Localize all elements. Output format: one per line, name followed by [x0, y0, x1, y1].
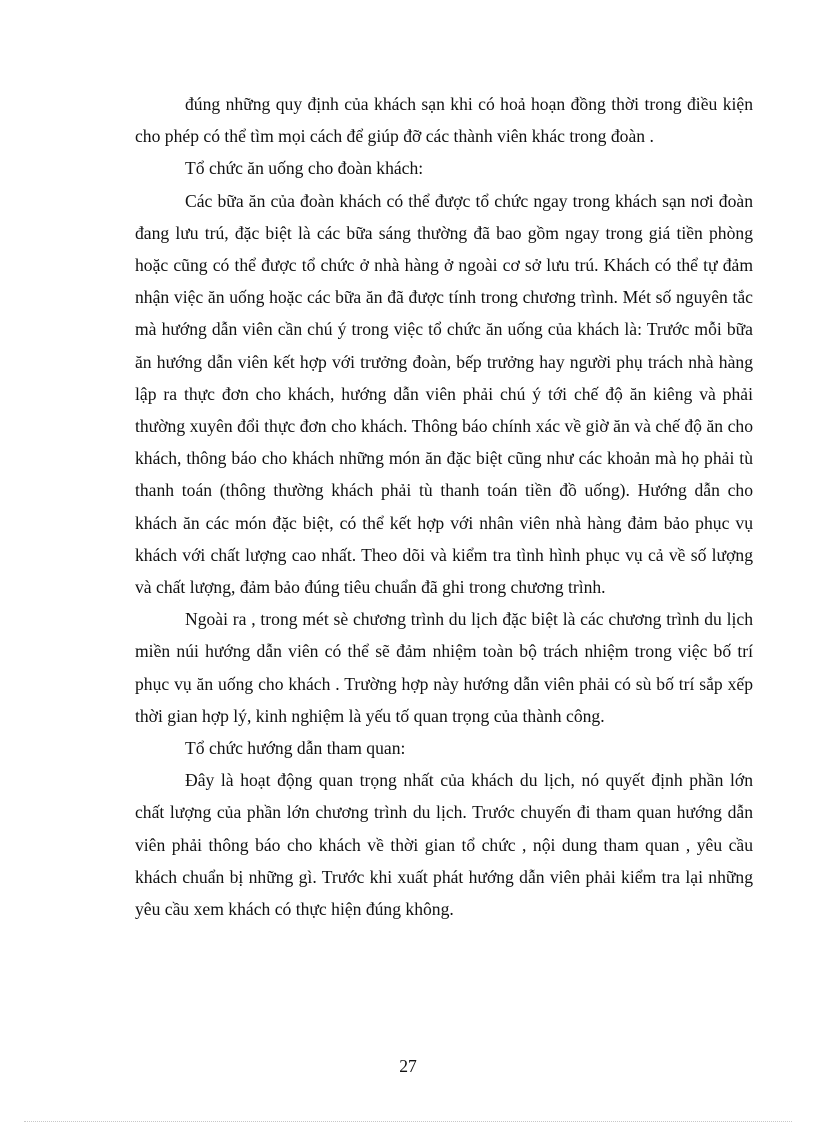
paragraph-sightseeing-details: Đây là hoạt động quan trọng nhất của khách du lịch, nó quyết định phần lớn chất lượng của phần lớn chương trình du lịch. Trước chuyến đi tham quan hướng dẫn viên phải thông báo cho khách về thời gian tổ chức , nội dung tham quan , yêu cầu khách chuẩn bị những gì. Trước khi xuất phát hướng dẫn viên phải kiểm tra lại những yêu cầu xem khách có thực hiện đúng không.: [135, 770, 753, 920]
paragraph-meal-details: Các bữa ăn của đoàn khách có thể được tổ chức ngay trong khách sạn nơi đoàn đang lưu trú, đặc biệt là các bữa sáng thường đã bao gồm ngay trong giá tiền phòng hoặc cũng có thể được tổ chức ở nhà hàng ở ngoài cơ sở lưu trú. Khách có thể tự đảm nhận việc ăn uống hoặc các bữa ăn đã được tính trong chương trình. Mét số nguyên tắc mà hướng dẫn viên cần chú ý trong việc tổ chức ăn uống của khách là: Trước mỗi bữa ăn hướng dẫn viên kết hợp với trưởng đoàn, bếp trưởng hay người phụ trách nhà hàng lập ra thực đơn cho khách, hướng dẫn viên phải chú ý tới chế độ ăn kiêng và phải thường xuyên đổi thực đơn cho khách. Thông báo chính xác về giờ ăn và chế độ ăn cho khách, thông báo cho khách những món ăn đặc biệt cũng như các khoản mà họ phải tù thanh toán (thông thường khách phải tù thanh toán tiền đồ uống). Hướng dẫn cho khách ăn các món đặc biệt, có thể kết hợp với nhân viên nhà hàng đảm bảo phục vụ khách với chất lượng cao nhất. Theo dõi và kiểm tra tình hình phục vụ cả về số lượng và chất lượng, đảm bảo đúng tiêu chuẩn đã ghi trong chương trình.: [135, 190, 753, 598]
paragraph-mountain-tours: Ngoài ra , trong mét sè chương trình du lịch đặc biệt là các chương trình du lịch miền núi hướng dẫn viên có thể sẽ đảm nhiệm toàn bộ trách nhiệm trong việc bố trí phục vụ ăn uống cho khách . Trường hợp này hướng dẫn viên phải có sù bố trí sắp xếp thời gian hợp lý, kinh nghiệm là yếu tố quan trọng của thành công.: [135, 609, 753, 726]
heading-sightseeing-guide: Tổ chức hướng dẫn tham quan:: [185, 738, 406, 759]
paragraph-fire-safety-continuation: đúng những quy định của khách sạn khi có hoả hoạn đồng thời trong điều kiện cho phép có thể tìm mọi cách để giúp đỡ các thành viên khác trong đoàn .: [135, 94, 753, 147]
page-bottom-edge: [24, 1121, 792, 1122]
heading-meal-organization: Tổ chức ăn uống cho đoàn khách:: [185, 158, 424, 179]
document-body: [135, 88, 753, 925]
page-number: 27: [399, 1056, 417, 1076]
